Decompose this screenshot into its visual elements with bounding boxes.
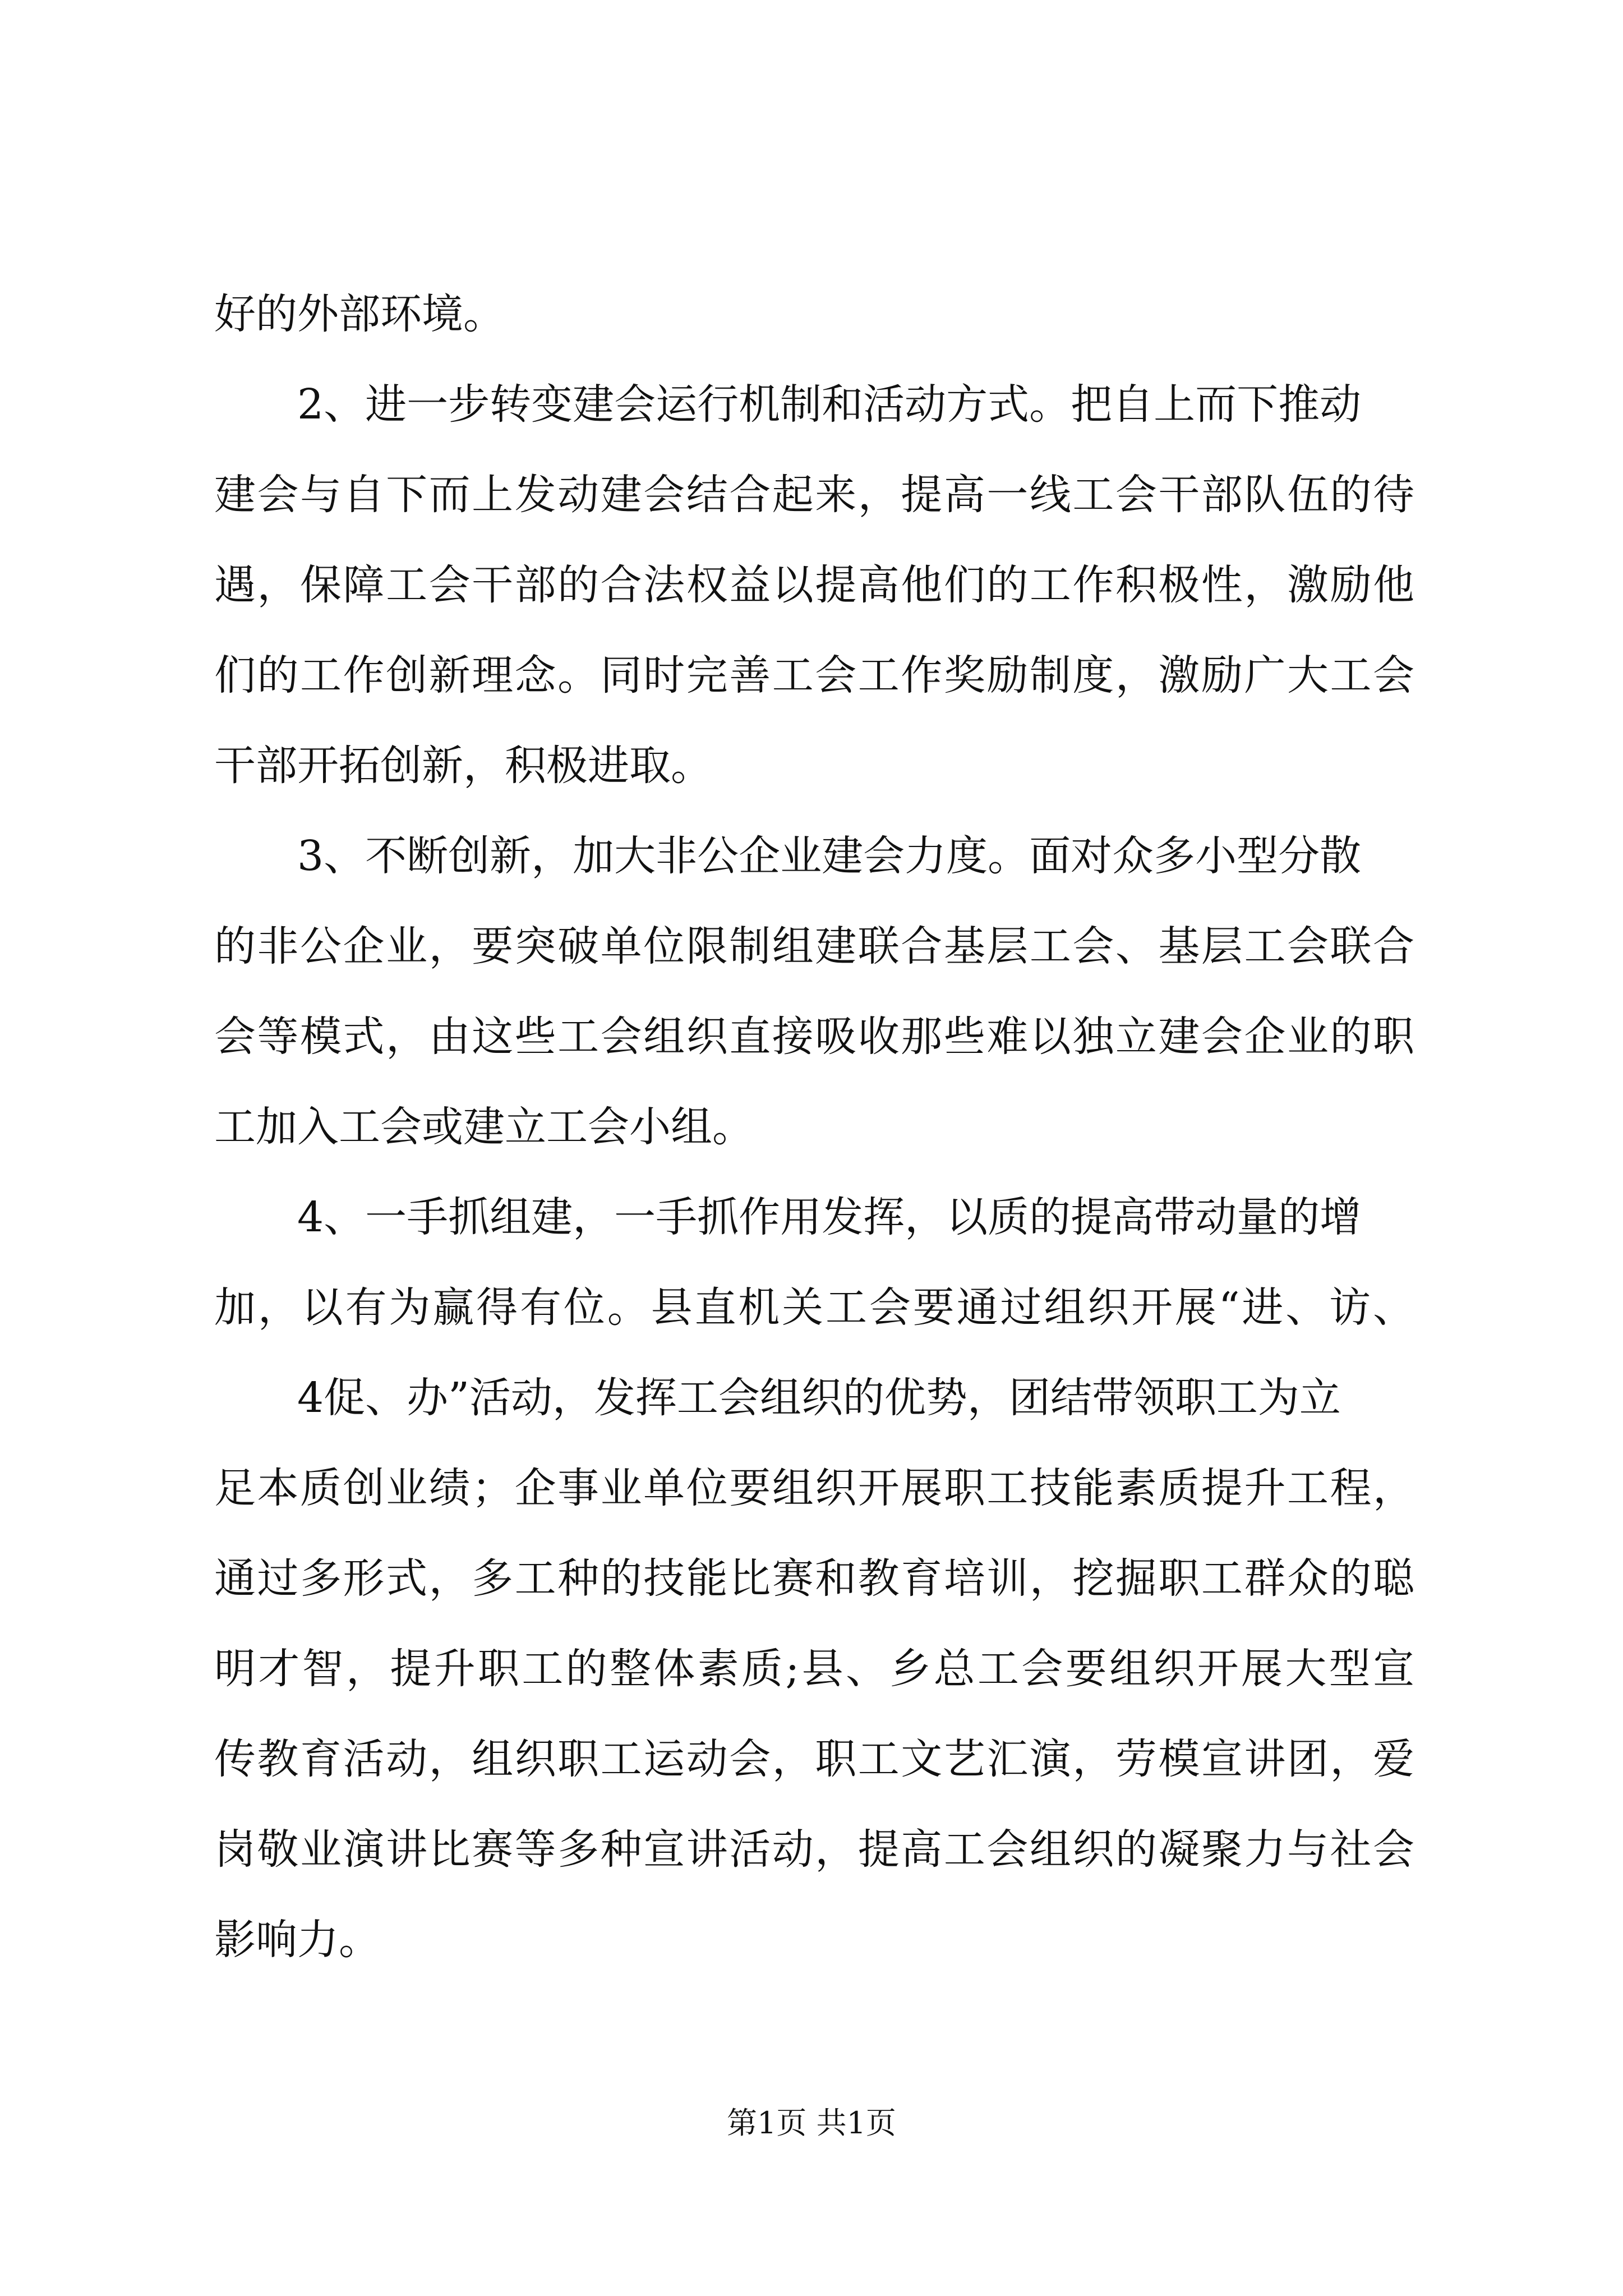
page-number-label: 第1页 共1页 bbox=[727, 2105, 896, 2141]
text-line: 3、不断创新，加大非公企业建会力度。面对众多小型分散 bbox=[297, 832, 1362, 880]
text-line: 遇，保障工会干部的合法权益以提高他们的工作积极性，激励他 bbox=[214, 561, 1414, 609]
text-line: 工加入工会或建立工会小组。 bbox=[214, 1103, 754, 1151]
text-line: 足本质创业绩；企事业单位要组织开展职工技能素质提升工程， bbox=[214, 1464, 1414, 1512]
text-line: 传教育活动，组织职工运动会，职工文艺汇演，劳模宣讲团，爱 bbox=[214, 1735, 1414, 1783]
text-line: 会等模式，由这些工会组织直接吸收那些难以独立建会企业的职 bbox=[214, 1013, 1414, 1061]
text-line: 的非公企业，要突破单位限制组建联合基层工会、基层工会联合 bbox=[214, 922, 1414, 970]
body-text bbox=[214, 269, 1414, 1985]
text-line: 干部开拓创新，积极进取。 bbox=[214, 742, 712, 790]
text-line: 明才智，提升职工的整体素质;县、乡总工会要组织开展大型宣 bbox=[214, 1645, 1414, 1693]
text-line: 建会与自下而上发动建会结合起来，提高一线工会干部队伍的待 bbox=[214, 471, 1414, 519]
text-line: 4、一手抓组建，一手抓作用发挥，以质的提高带动量的增 bbox=[297, 1193, 1362, 1241]
text-line: 好的外部环境。 bbox=[214, 290, 505, 338]
text-line: 影响力。 bbox=[214, 1916, 380, 1964]
page-footer bbox=[0, 2101, 1623, 2146]
text-line: 4促、办”活动，发挥工会组织的优势，团结带领职工为立 bbox=[297, 1374, 1341, 1422]
text-line: 通过多形式，多工种的技能比赛和教育培训，挖掘职工群众的聪 bbox=[214, 1554, 1414, 1603]
text-line: 们的工作创新理念。同时完善工会工作奖励制度，激励广大工会 bbox=[214, 651, 1414, 700]
text-line: 岗敬业演讲比赛等多种宣讲活动，提高工会组织的凝聚力与社会 bbox=[214, 1825, 1414, 1874]
text-line: 加，以有为赢得有位。县直机关工会要通过组织开展“进、访、 bbox=[214, 1283, 1414, 1332]
text-line: 2、进一步转变建会运行机制和活动方式。把自上而下推动 bbox=[297, 380, 1362, 429]
